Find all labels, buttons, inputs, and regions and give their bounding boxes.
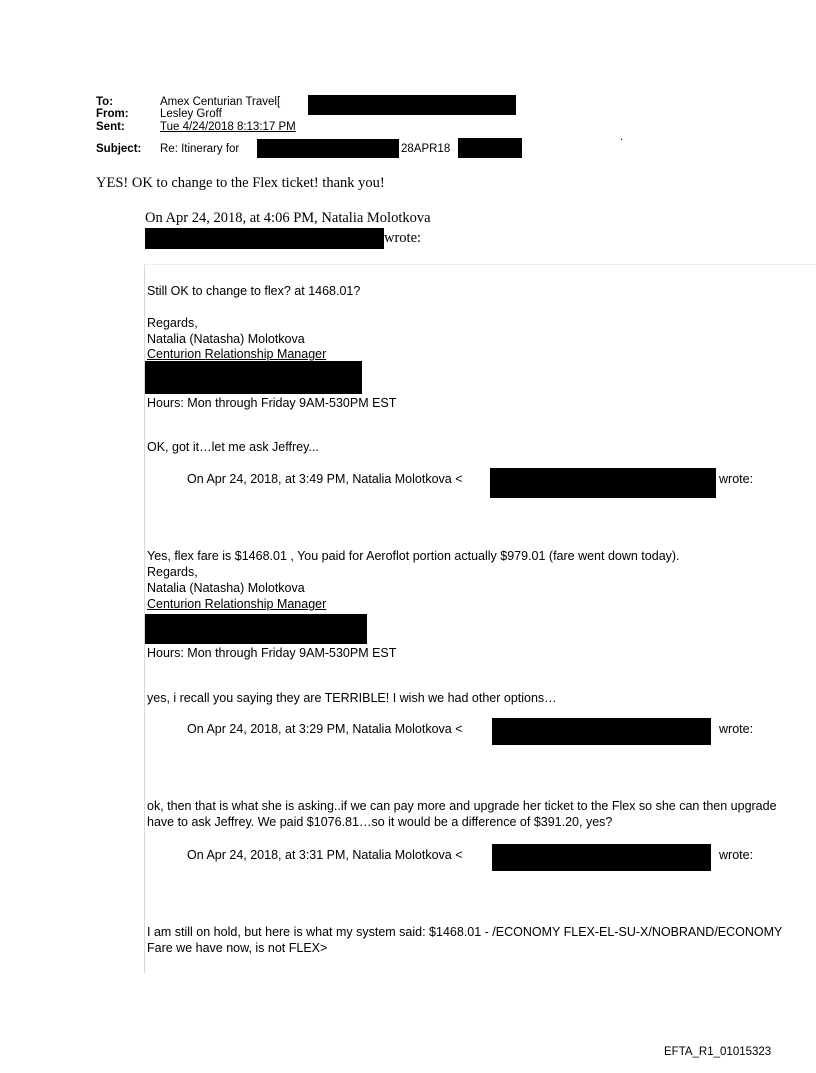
subject-prefix: Re: Itinerary for xyxy=(160,143,240,155)
sent-value: Tue 4/24/2018 8:13:17 PM xyxy=(160,121,296,133)
redaction-bar xyxy=(145,361,362,394)
msg1-hours: Hours: Mon through Friday 9AM-530PM EST xyxy=(147,396,397,410)
reply-text: YES! OK to change to the Flex ticket! thank you! xyxy=(96,175,385,191)
msg4-wrote: wrote: xyxy=(719,722,754,736)
sent-label: Sent: xyxy=(96,121,125,133)
to-label: To: xyxy=(96,96,114,108)
redaction-bar xyxy=(492,844,711,871)
msg3-name: Natalia (Natasha) Molotkova xyxy=(147,581,305,595)
msg1-title: Centurion Relationship Manager xyxy=(147,347,327,361)
msg5-attribution: On Apr 24, 2018, at 3:31 PM, Natalia Molotkova < xyxy=(187,848,463,862)
msg3-hours: Hours: Mon through Friday 9AM-530PM EST xyxy=(147,646,397,660)
msg5-wrote: wrote: xyxy=(719,848,754,862)
redaction-bar xyxy=(145,614,367,644)
redaction-bar xyxy=(490,468,716,498)
from-value: Lesley Groff xyxy=(160,108,222,120)
msg2-attribution: On Apr 24, 2018, at 3:49 PM, Natalia Molotkova < xyxy=(187,472,463,486)
to-value: Amex Centurian Travel[ xyxy=(160,96,281,108)
msg4-attribution: On Apr 24, 2018, at 3:29 PM, Natalia Molotkova < xyxy=(187,722,463,736)
msg6-line1: I am still on hold, but here is what my system said: $1468.01 - /ECONOMY FLEX-EL-SU-X/NOBRAND/ECONOMY xyxy=(147,925,783,939)
redaction-bar xyxy=(492,718,711,745)
msg3-title: Centurion Relationship Manager xyxy=(147,597,327,611)
document-id: EFTA_R1_01015323 xyxy=(664,1046,772,1058)
redaction-bar xyxy=(257,139,399,158)
msg5-line1: ok, then that is what she is asking..if we can pay more and upgrade her ticket to the Flex so she can then upgrade xyxy=(147,799,777,813)
msg3-text: Yes, flex fare is $1468.01 , You paid for Aeroflot portion actually $979.01 (fare went down today). xyxy=(147,549,680,563)
msg4-text: yes, i recall you saying they are TERRIBLE! I wish we had other options… xyxy=(147,691,557,705)
msg1-question: Still OK to change to flex? at 1468.01? xyxy=(147,284,361,298)
redaction-bar xyxy=(308,95,516,115)
msg2-text: OK, got it…let me ask Jeffrey... xyxy=(147,440,319,454)
msg3-regards: Regards, xyxy=(147,565,198,579)
redaction-bar xyxy=(145,228,384,249)
msg1-name: Natalia (Natasha) Molotkova xyxy=(147,332,305,346)
msg6-line2: Fare we have now, is not FLEX> xyxy=(147,941,328,955)
subject-suffix: 28APR18 xyxy=(401,143,451,155)
msg2-wrote: wrote: xyxy=(719,472,754,486)
stray-dot: . xyxy=(620,131,624,143)
msg5-line2: have to ask Jeffrey. We paid $1076.81…so it would be a difference of $391.20, yes? xyxy=(147,815,613,829)
from-label: From: xyxy=(96,108,129,120)
quote-attribution: On Apr 24, 2018, at 4:06 PM, Natalia Molotkova xyxy=(145,210,431,226)
subject-label: Subject: xyxy=(96,143,142,155)
redaction-bar xyxy=(458,138,522,158)
quote-wrote: wrote: xyxy=(384,230,422,246)
msg1-regards: Regards, xyxy=(147,316,198,330)
